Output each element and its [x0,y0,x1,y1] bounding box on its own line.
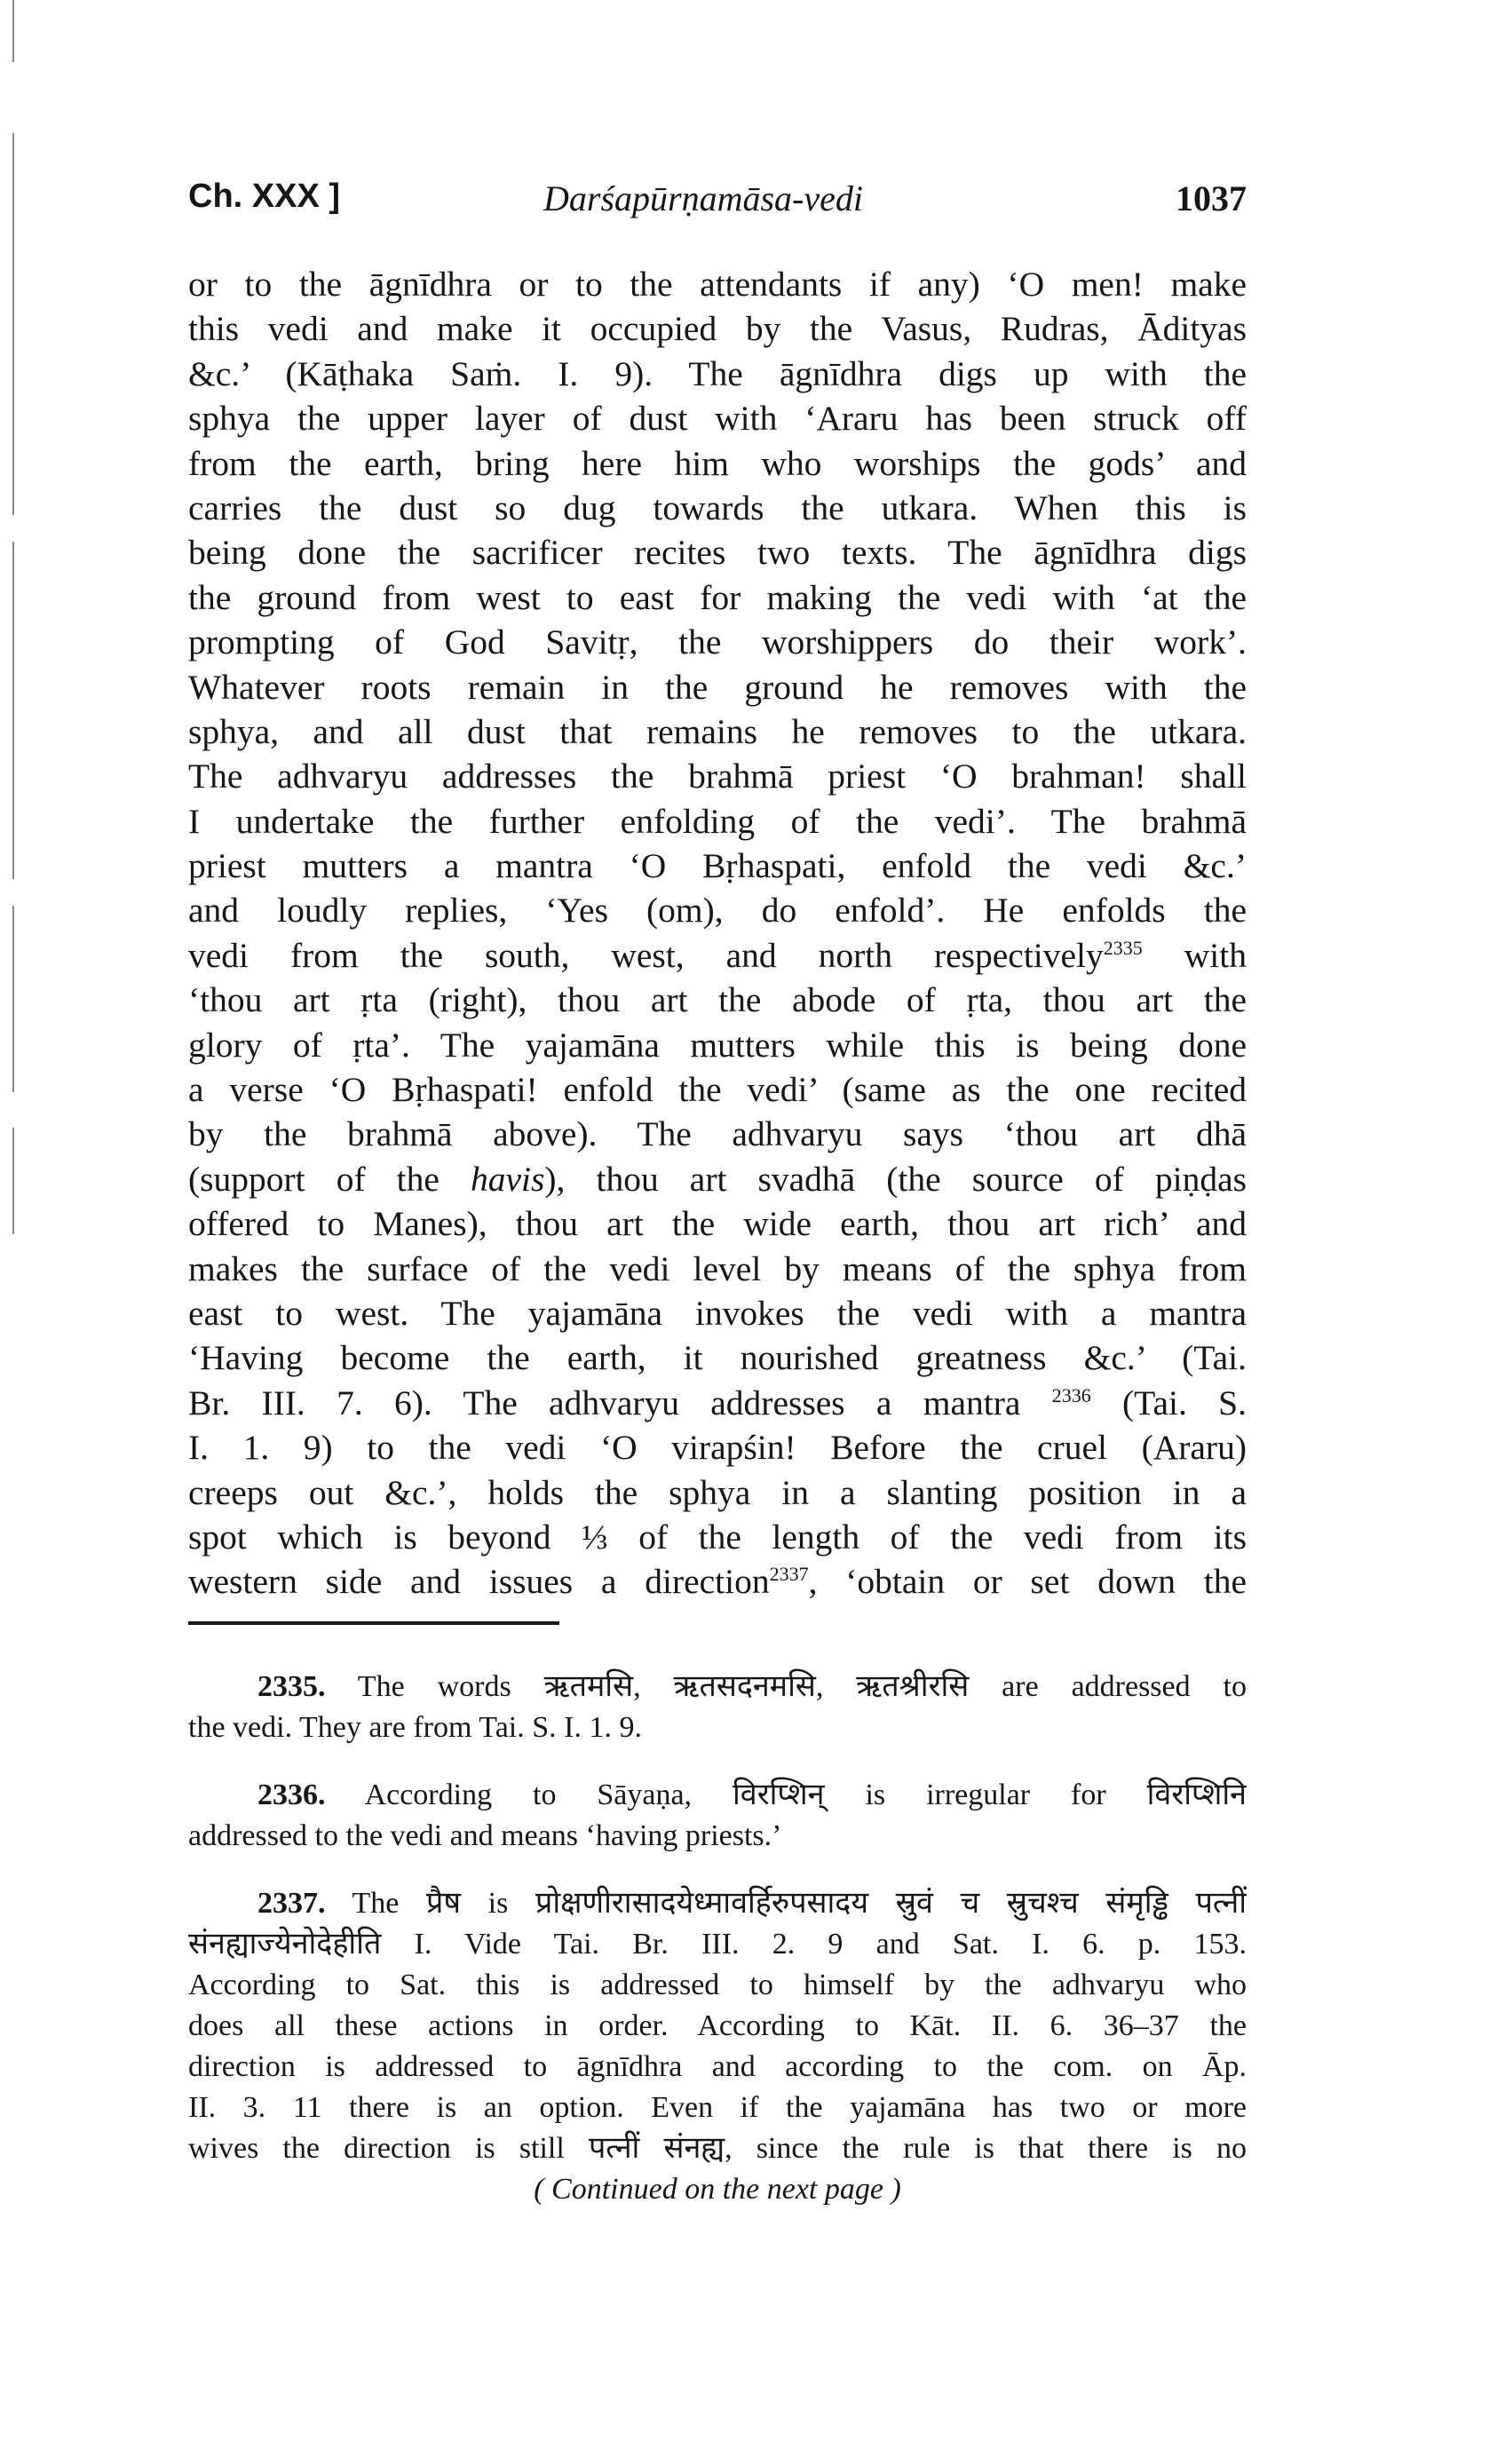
text-segment: a verse ‘O Bṛhaspati! enfold the vedi’ (same as the one recited [188,1070,1247,1110]
text-line [188,709,1247,754]
scan-margin-line [12,0,14,62]
footnote-2337-line: wives the direction is still पत्नीं संनह्य, since the rule is that there is no [188,2132,1247,2165]
text-line [188,1112,1247,1156]
text-segment: (Tai. S. [1090,1383,1247,1422]
footnote-text: The words ऋतमसि, ऋतसदनमसि, ऋतश्रीरसि are addressed to [357,1670,1247,1703]
running-head [188,178,1247,231]
footnote-number: 2336. [257,1779,326,1811]
text-line [188,1559,1247,1604]
text-segment: being done the sacrificer recites two texts. The āgnīdhra digs [188,533,1247,573]
text-line [188,575,1247,620]
text-line [188,1425,1247,1470]
text-line [188,352,1247,396]
text-segment: east to west. The yajamāna invokes the vedi with a mantra [188,1293,1247,1333]
text-line [188,441,1247,486]
text-segment: western side and issues a direction [188,1562,770,1602]
text-line [188,1067,1247,1112]
text-segment: I undertake the further enfolding of the vedi’. The brahmā [188,801,1247,841]
running-title: Darśapūrṇamāsa-vedi [543,178,863,218]
text-line [188,1291,1247,1335]
text-segment: makes the surface of the vedi level by means of the sphya from [188,1248,1247,1288]
text-segment: Whatever roots remain in the ground he removes with the [188,667,1247,707]
text-line [188,396,1247,440]
text-line [188,620,1247,664]
text-segment: ‘thou art ṛta (right), thou art the abode of ṛta, thou art the [188,980,1247,1020]
scan-margin-line [12,906,14,1092]
footnote-2337-line: II. 3. 11 there is an option. Even if the yajamāna has two or more [188,2091,1247,2124]
footnote-ref: 2336 [1051,1383,1091,1406]
footnote-2337-line [188,1883,1247,1924]
text-segment: ‘Having become the earth, it nourished greatness &c.’ (Tai. [188,1338,1247,1378]
text-line [188,1247,1247,1291]
text-segment: (support of the havis), thou art svadhā (the source of piṇḍas [188,1159,1247,1199]
text-line [188,1335,1247,1380]
footnote-ref: 2335 [1103,936,1143,959]
footnote-2336-line: addressed to the vedi and means ‘having priests.’ [188,1819,782,1852]
footnote-text: According to Sāyaṇa, विरप्शिन् is irregular for विरप्शिनि [364,1779,1247,1811]
page-number: 1037 [1176,178,1247,218]
text-segment: &c.’ (Kāṭhaka Saṁ. I. 9). The āgnīdhra digs up with the [188,353,1247,393]
text-segment: carries the dust so dug towards the utkara. When this is [188,487,1247,527]
text-segment: , ‘obtain or set down the [808,1562,1247,1602]
footnote-2337-line: संनह्याज्येनोदेहीति I. Vide Tai. Br. III. 2. 9 and Sat. I. 6. p. 153. [188,1928,1247,1961]
text-line [188,888,1247,932]
text-segment: sphya the upper layer of dust with ‘Araru has been struck off [188,399,1247,439]
text-line [188,262,1247,306]
text-segment: prompting of God Savitṛ, the worshippers do their work’. [188,622,1247,662]
scan-margin-line [12,1128,14,1234]
text-segment: spot which is beyond ⅓ of the length of the vedi from its [188,1517,1247,1557]
footnote-separator [188,1621,559,1625]
text-segment: by the brahmā above). The adhvaryu says ‘thou art dhā [188,1114,1247,1154]
text-segment: I. 1. 9) to the vedi ‘O virapśin! Before the cruel (Araru) [188,1428,1247,1468]
text-line [188,1381,1247,1425]
footnote-number: 2337. [257,1887,326,1920]
text-line [188,1515,1247,1559]
text-line [188,844,1247,888]
footnote-text: The प्रैष is प्रोक्षणीरासादयेध्मावर्हिरुपसादय स्रुवं च स्रुचश्च संमृड्ढि पत्नीं [352,1887,1247,1920]
footnote-ref: 2337 [769,1563,809,1586]
text-segment: offered to Manes), thou art the wide earth, thou art rich’ and [188,1204,1247,1244]
text-segment: The adhvaryu addresses the brahmā priest ‘O brahman! shall [188,757,1247,796]
footnote-2336-line [188,1775,1247,1816]
footnote-2337-line: does all these actions in order. According to Kāt. II. 6. 36–37 the [188,2009,1247,2042]
text-segment: Br. III. 7. 6). The adhvaryu addresses a mantra [188,1383,1052,1422]
scan-margin-line [12,133,14,515]
footnote-2337-line: According to Sat. this is addressed to himself by the adhvaryu who [188,1969,1247,2001]
main-text [188,262,1247,1604]
text-line [188,530,1247,574]
text-segment: priest mutters a mantra ‘O Bṛhaspati, enfold the vedi &c.’ [188,846,1247,886]
text-segment: creeps out &c.’, holds the sphya in a slanting position in a [188,1472,1247,1512]
text-line [188,1470,1247,1515]
text-segment: the ground from west to east for making the vedi with ‘at the [188,577,1247,617]
footnote-2335-line [188,1667,1247,1707]
text-segment: sphya, and all dust that remains he removes to the utkara. [188,711,1247,751]
text-line [188,799,1247,844]
footnote-2335-line: the vedi. They are from Tai. S. I. 1. 9. [188,1711,642,1744]
text-line [188,1023,1247,1067]
footnotes [188,1667,1247,2210]
text-line [188,1157,1247,1201]
text-segment: vedi from the south, west, and north respectively [188,935,1104,975]
text-line [188,978,1247,1022]
text-segment: or to the āgnīdhra or to the attendants if any) ‘O men! make [188,265,1247,304]
text-line [188,1201,1247,1246]
text-segment: and loudly replies, ‘Yes (om), do enfold’. He enfolds the [188,891,1247,931]
footnote-2337-line: direction is addressed to āgnīdhra and according to the com. on Āp. [188,2050,1247,2083]
text-line [188,933,1247,978]
text-segment: from the earth, bring here him who worships the gods’ and [188,443,1247,483]
scan-margin-line [12,542,14,879]
continued-note: ( Continued on the next page ) [534,2173,901,2206]
text-segment: with [1142,935,1247,975]
text-line [188,665,1247,709]
text-line [188,306,1247,351]
footnote-number: 2335. [257,1670,326,1703]
chapter-label: Ch. XXX ] [188,178,341,215]
text-segment: glory of ṛta’. The yajamāna mutters while this is being done [188,1025,1247,1065]
text-segment: this vedi and make it occupied by the Vasus, Rudras, Ādityas [188,309,1247,349]
text-line [188,486,1247,530]
text-line [188,754,1247,798]
